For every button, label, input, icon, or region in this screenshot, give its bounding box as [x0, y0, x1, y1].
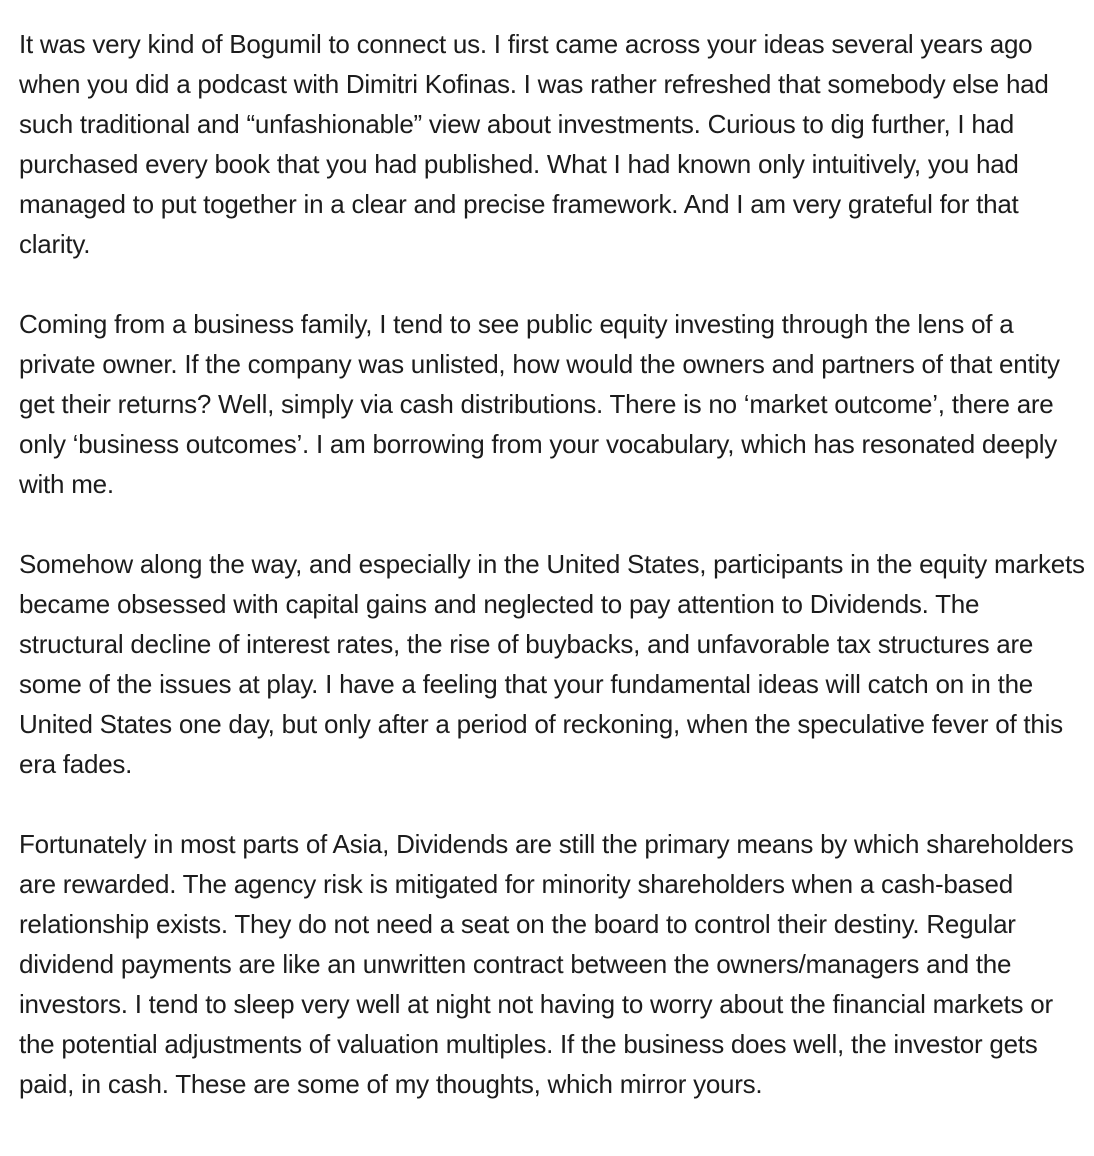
paragraph-3: Somehow along the way, and especially in the United States, participants in the equity markets became obsessed with capital gains and neglected to pay attention to Dividends. The structural decline of interest rates, the rise of buybacks, and unfavorable tax structures are some of the issues at play. I have a feeling that your fundamental ideas will catch on in the United States one day, but only after a period of reckoning, when the speculative fever of this era fades.: [19, 549, 1085, 779]
paragraph-1: It was very kind of Bogumil to connect us. I first came across your ideas several years ago when you did a podcast with Dimitri Kofinas. I was rather refreshed that somebody else had such traditional and “unfashionable” view about investments. Curious to dig further, I had purchased every book that you had published. What I had known only intuitively, you had managed to put together in a clear and precise framework. And I am very grateful for that clarity.: [19, 29, 1049, 259]
letter-body: [19, 24, 1089, 1104]
paragraph-2: Coming from a business family, I tend to see public equity investing through the lens of a private owner. If the company was unlisted, how would the owners and partners of that entity get their returns? Well, simply via cash distributions. There is no ‘market outcome’, there are only ‘business outcomes’. I am borrowing from your vocabulary, which has resonated deeply with me.: [19, 309, 1060, 499]
paragraph-4: Fortunately in most parts of Asia, Dividends are still the primary means by which shareholders are rewarded. The agency risk is mitigated for minority shareholders when a cash-based relationship exists. They do not need a seat on the board to control their destiny. Regular dividend payments are like an unwritten contract between the owners/managers and the investors. I tend to sleep very well at night not having to worry about the financial markets or the potential adjustments of valuation multiples. If the business does well, the investor gets paid, in cash. These are some of my thoughts, which mirror yours.: [19, 829, 1074, 1099]
